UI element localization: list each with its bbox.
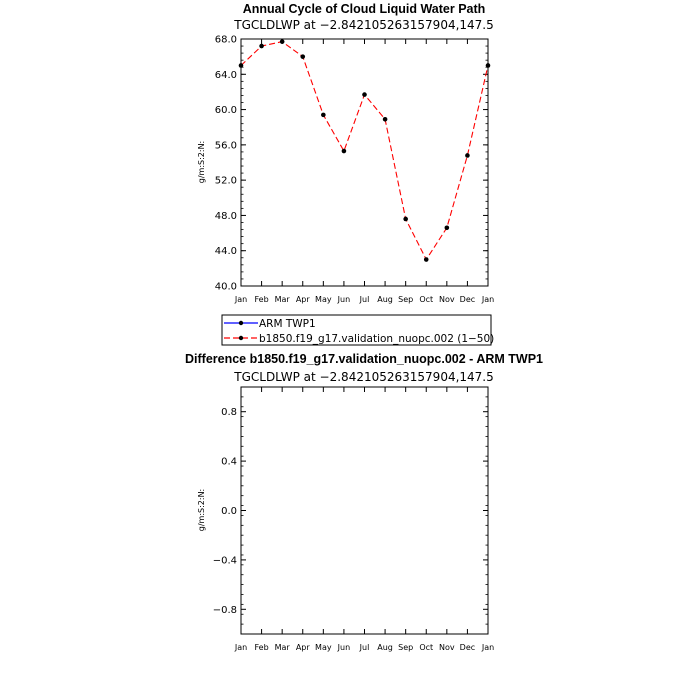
x-tick-label: Oct [419,295,434,304]
legend-marker-arm [239,321,243,325]
x-tick-label: Nov [439,295,455,304]
x-tick-label: Dec [459,295,476,304]
plot-area-frame [241,387,488,634]
x-tick-label: May [315,643,332,652]
chart-title: Annual Cycle of Cloud Liquid Water Path [242,2,486,16]
x-tick-label: Apr [295,295,310,304]
data-point [300,54,305,59]
y-axis-label: g/m:S:2:N: [197,140,206,184]
y-axis-label: g/m:S:2:N: [197,488,206,532]
y-tick-label: 60.0 [214,105,237,117]
x-tick-label: Jan [481,295,495,304]
y-tick-label: 48.0 [214,210,237,222]
axes [213,387,494,652]
x-tick-label: Jun [337,295,351,304]
data-point [280,39,285,44]
x-tick-label: Feb [254,643,269,652]
data-point [403,217,408,222]
y-tick-label: −0.4 [212,555,237,567]
x-tick-label: Mar [274,643,290,652]
y-tick-label: 0.8 [221,407,237,419]
x-tick-label: Jun [337,643,351,652]
x-tick-label: Nov [439,643,455,652]
legend-label-model: b1850.f19_g17.validation_nuopc.002 (1−50) [259,333,495,345]
axes [215,35,494,305]
y-tick-label: 40.0 [214,281,237,293]
y-tick-label: 64.0 [214,69,237,81]
y-tick-label: 0.0 [221,506,237,517]
data-point [259,44,264,49]
data-point [342,149,347,154]
data-point [383,117,388,122]
x-tick-label: Jan [234,295,248,304]
y-tick-label: 68.0 [214,34,237,46]
x-tick-label: Sep [398,295,414,304]
y-tick-label: 44.0 [214,246,237,258]
x-tick-label: Dec [459,643,476,652]
legend [222,315,494,345]
x-tick-label: Feb [254,295,269,304]
series-line [241,42,488,260]
y-tick-label: −0.8 [212,604,237,616]
data-point [239,63,244,68]
x-tick-label: May [315,295,332,304]
x-tick-label: Oct [419,643,434,652]
data-point [321,113,326,118]
legend-marker-model [239,336,243,340]
chart-subtitle: TGCLDLWP at −2.842105263157904,147.5 [234,18,494,32]
data-series [239,39,491,261]
x-tick-label: Sep [398,643,414,652]
annual-cycle-panel [197,2,494,304]
x-tick-label: Jan [234,643,248,652]
data-point [445,225,450,230]
y-tick-label: 52.0 [214,175,237,187]
x-tick-label: Jul [359,643,370,652]
data-point [486,63,491,68]
y-tick-label: 56.0 [214,140,237,152]
legend-label-arm: ARM TWP1 [259,318,316,330]
difference-panel [185,352,543,652]
x-tick-label: Jan [481,643,495,652]
chart-subtitle: TGCLDLWP at −2.842105263157904,147.5 [234,370,494,384]
y-tick-label: 0.4 [221,456,237,468]
data-point [362,92,367,97]
data-point [424,257,429,262]
x-tick-label: Aug [377,643,393,652]
x-tick-label: Jul [359,295,370,304]
x-tick-label: Aug [377,295,393,304]
plot-area-frame [241,39,488,286]
chart-title: Difference b1850.f19_g17.validation_nuopc.002 - ARM TWP1 [185,352,543,366]
x-tick-label: Apr [295,643,310,652]
data-point [465,153,470,158]
x-tick-label: Mar [274,295,290,304]
